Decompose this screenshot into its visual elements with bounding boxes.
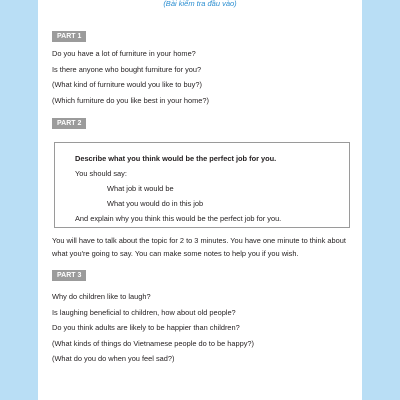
cue-card-intro: You should say: <box>75 169 127 178</box>
question: Is there anyone who bought furniture for you? <box>52 64 202 74</box>
cue-card-point: What job it would be <box>107 184 174 193</box>
question: Why do children like to laugh? <box>52 292 151 301</box>
part-2-instructions: You will have to talk about the topic for 2 to 3 minutes. You have one minute to think about what you're going to say. You can make some notes to help you if you wish. <box>52 236 346 258</box>
cue-card-title: Describe what you think would be the perfect job for you. <box>75 154 277 163</box>
cue-card-closing: And explain why you think this would be the perfect job for you. <box>75 214 282 223</box>
part-2-label: PART 2 <box>52 118 86 129</box>
part-1-questions <box>52 46 356 108</box>
part-3-label: PART 3 <box>52 270 86 281</box>
question: Do you think adults are likely to be happier than children? <box>52 323 240 332</box>
page-subtitle: (Bài kiểm tra đầu vào) <box>163 0 237 8</box>
cue-card-point: What you would do in this job <box>107 199 204 208</box>
question: Is laughing beneficial to children, how about old people? <box>52 307 236 317</box>
question: (Which furniture do you like best in your home?) <box>52 95 209 105</box>
part-1-label: PART 1 <box>52 31 86 42</box>
question: (What kinds of things do Vietnamese people do to be happy?) <box>52 338 255 348</box>
cue-card <box>54 142 350 228</box>
question: (What do you do when you feel sad?) <box>52 354 175 363</box>
question: (What kind of furniture would you like to buy?) <box>52 80 202 89</box>
question: Do you have a lot of furniture in your home? <box>52 49 196 58</box>
part-3-questions <box>52 289 356 367</box>
document-page <box>38 0 362 400</box>
